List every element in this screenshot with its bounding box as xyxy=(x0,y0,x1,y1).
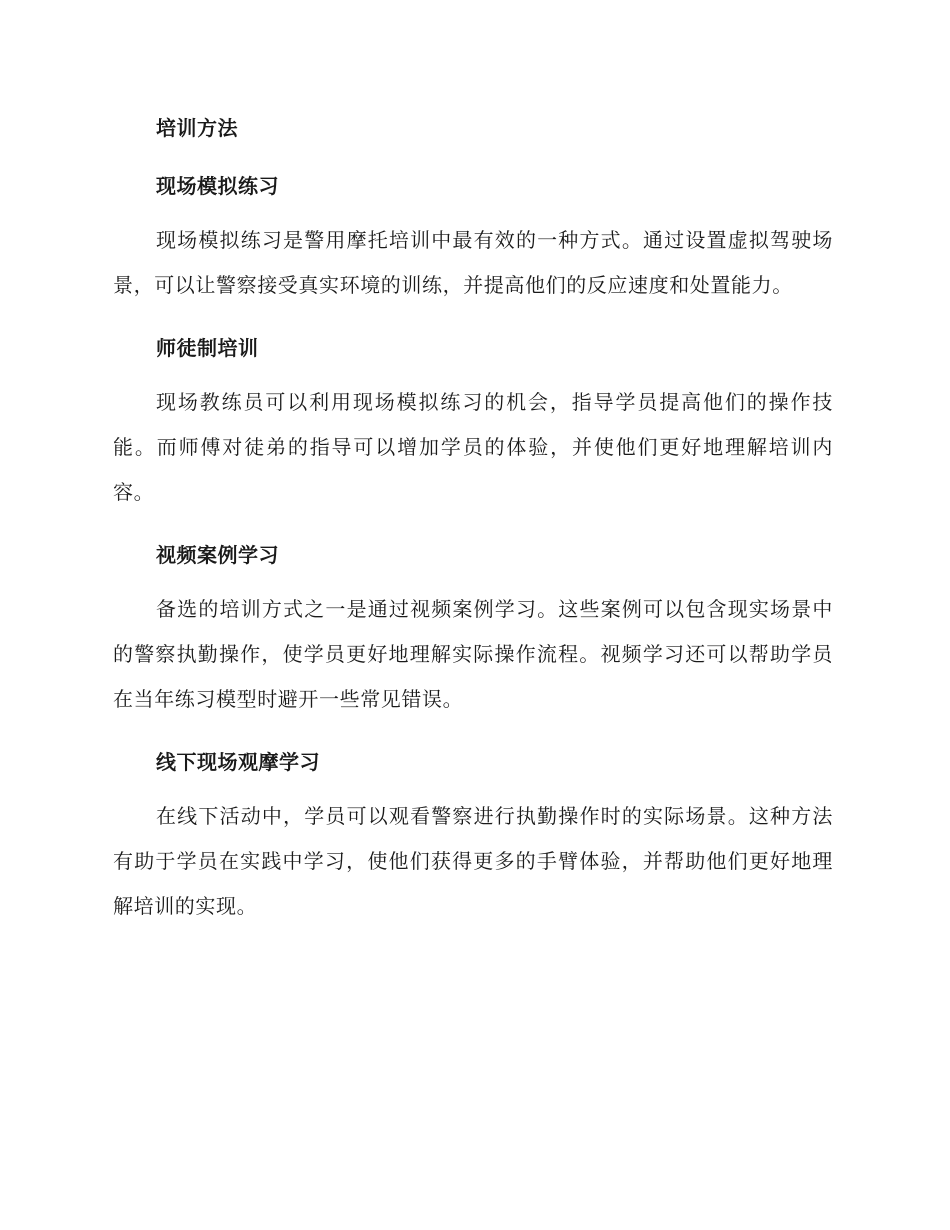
section-body-mentorship: 现场教练员可以利用现场模拟练习的机会，指导学员提高他们的操作技能。而师傅对徒弟的指导可以增加学员的体验，并使他们更好地理解培训内容。 xyxy=(113,390,833,504)
section-heading-onsite-observation: 线下现场观摩学习 xyxy=(156,750,320,774)
document-page xyxy=(113,110,833,951)
section-body-onsite-observation: 在线下活动中，学员可以观看警察进行执勤操作时的实际场景。这种方法有助于学员在实践中学习，使他们获得更多的手臂体验，并帮助他们更好地理解培训的实现。 xyxy=(113,804,833,918)
section-heading-mentorship: 师徒制培训 xyxy=(156,336,259,360)
section-heading-video-cases: 视频案例学习 xyxy=(156,543,279,567)
section-body-simulation: 现场模拟练习是警用摩托培训中最有效的一种方式。通过设置虚拟驾驶场景，可以让警察接受真实环境的训练，并提高他们的反应速度和处置能力。 xyxy=(113,228,833,297)
section-heading-simulation: 现场模拟练习 xyxy=(156,174,279,198)
document-title: 培训方法 xyxy=(156,116,238,140)
section-body-video-cases: 备选的培训方式之一是通过视频案例学习。这些案例可以包含现实场景中的警察执勤操作，使学员更好地理解实际操作流程。视频学习还可以帮助学员在当年练习模型时避开一些常见错误。 xyxy=(113,597,833,711)
